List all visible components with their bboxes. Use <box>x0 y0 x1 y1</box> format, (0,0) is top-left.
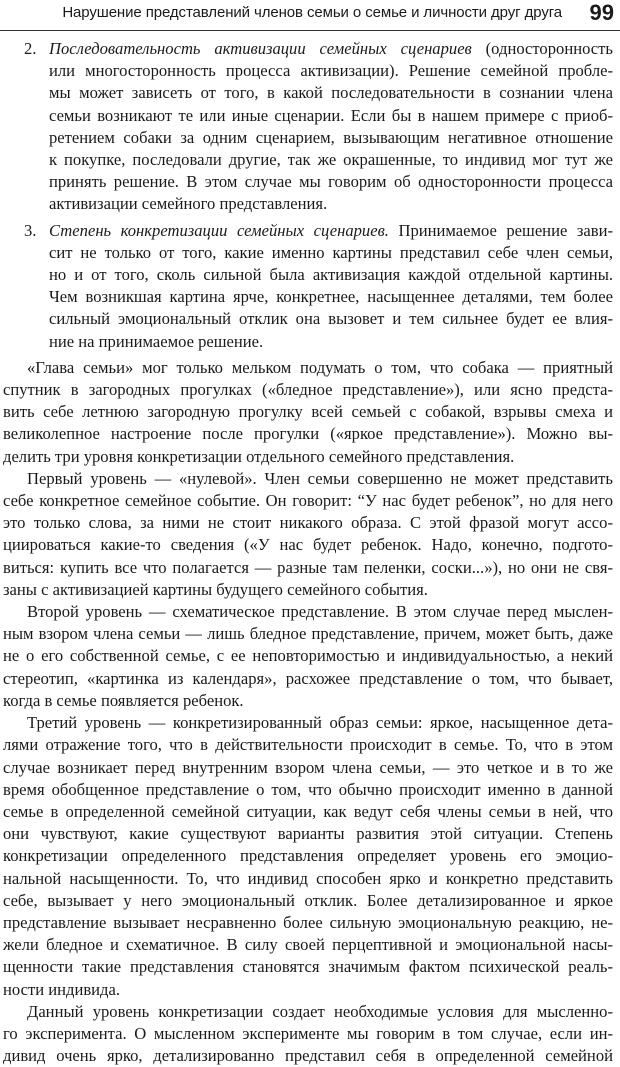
text-line: Второй уровень — схематическое представление. В этом случае перед мыслен- <box>27 602 613 622</box>
text-line: Степень конкретизации семейных сценариев. Принимаемое решение зави- <box>49 220 613 240</box>
text-line: ние на принимаемое решение. <box>49 331 264 351</box>
text-line: мы может зависеть от того, в какой последовательности в сознании члена <box>49 83 613 103</box>
text-line: когда в семье появляется ребенок. <box>3 690 244 710</box>
text-line: ретением собаки за одним сценарием, вызывающим негативное отношение <box>49 127 613 147</box>
text-line: они чувствуют, какие существуют варианты развития этой ситуации. Степень <box>3 824 613 844</box>
text-line: великолепное настроение после прогулки («яркое представление»). Можно вы- <box>3 424 613 444</box>
list-item-heading: Последовательность активизации семейных сценариев <box>49 39 472 58</box>
text-line: виться: купить все что полагается — разные там пеленки, соски...»), но они не свя- <box>3 557 613 577</box>
paragraph <box>3 468 613 601</box>
numbered-list <box>3 38 613 357</box>
text-line: представление вызывает несравненно более сильную эмоциональную реакцию, не- <box>3 912 613 932</box>
text-line: Чем возникшая картина ярче, конкретнее, насыщеннее деталями, тем более <box>49 287 613 307</box>
text-line: спутник в загородных прогулках («бледное представление»), или ясно предста- <box>3 380 613 400</box>
text-line: ности индивида. <box>3 979 120 999</box>
text-line: не о его собственной семье, с ее неповторимостью и индивидуальностью, а некий <box>3 646 613 666</box>
paragraph <box>3 712 613 1001</box>
text-line: себе, вызывает у него эмоциональный отклик. Более детализированное и яркое <box>3 890 613 910</box>
text-line: семьи возникают те или иные сценарии. Если бы в нашем примере с приоб- <box>49 105 613 125</box>
list-item-heading: Степень конкретизации семейных сценариев. <box>49 220 389 240</box>
paragraph <box>3 1001 613 1067</box>
text-line: активизации семейного представления. <box>49 194 328 214</box>
paragraph <box>3 357 613 468</box>
text-line: заны с активизацией картины будущего семейного события. <box>3 579 428 599</box>
running-header <box>0 0 620 31</box>
text-line: время обобщенное представление о том, что обычно происходит именно в данной <box>3 779 613 799</box>
text-line: семье в определенной семейной ситуации, как ведут себя члены семьи в ней, что <box>3 801 613 821</box>
text-line: принять решение. В этом случае мы говорим об односторонности процесса <box>49 172 613 192</box>
text-line: это только слова, за ними не стоит никакого образа. С этой фразой могут ассо- <box>3 513 613 533</box>
list-item-number: 2. <box>24 39 37 58</box>
running-head-title: Нарушение представлений членов семьи о семье и личности друг друга <box>62 4 562 21</box>
text-line: вить себе летнюю загородную прогулку всей семьей с собакой, взрывы смеха и <box>3 402 613 422</box>
text-line: го эксперимента. О мысленном эксперименте мы говорим в том случае, если ин- <box>3 1023 613 1043</box>
text-line: циироваться какие-то сведения («У нас будет ребенок. Надо, конечно, подгото- <box>3 535 613 555</box>
text-line: стереотип, «картинка из календаря», расхожее представление о том, что бывает, <box>3 668 613 688</box>
text-line: или многосторонность процесса активизации). Решение семейной пробле- <box>49 61 613 81</box>
text-line: конкретизации определенного представления определяет уровень его эмоцио- <box>3 846 613 866</box>
text-line: сит не только от того, какие именно картины представил себе член семьи, <box>49 242 613 262</box>
text-line: Данный уровень конкретизации создает необходимые условия для мысленно- <box>27 1001 613 1021</box>
list-item <box>3 38 613 216</box>
text-line: но и от того, сколь сильной была активизация каждой отдельной картины. <box>49 265 613 285</box>
text-line: дивид очень ярко, детализированно представил себя в определенной семейной <box>3 1046 613 1066</box>
page-number: 99 <box>589 0 614 25</box>
text-line: нальной насыщенности. То, что индивид способен ярко и конкретно представить <box>3 868 613 888</box>
paragraphs <box>3 357 613 1067</box>
text-line: себе конкретное семейное событие. Он говорит: “У нас будет ребенок”, но для него <box>3 491 613 511</box>
text-line: лями отражение того, что в действительности происходит в семье. То, что в этом <box>3 735 613 755</box>
text-line: ным взором члена семьи — лишь бледное представление, причем, может быть, даже <box>3 624 613 644</box>
text-line: Третий уровень — конкретизированный образ семьи: яркое, насыщенное дета- <box>27 713 613 733</box>
text-line: щенности такие представления становятся значимым фактом психической реаль- <box>3 957 613 977</box>
text-line: к покупке, последовали другие, так же окрашенные, то индивид мог тут же <box>49 150 613 170</box>
paragraph <box>3 601 613 712</box>
text-line: Первый уровень — «нулевой». Член семьи совершенно не может представить <box>27 468 613 488</box>
text-line: Последовательность активизации семейных сценариев (односторонность <box>49 39 613 58</box>
text-line: случае возникает перед внутренним взором члена семьи, — это четкое и в то же <box>3 757 613 777</box>
text-line: делить три уровня конкретизации отдельного семейного представления. <box>3 446 515 466</box>
text-line: сильный эмоциональный отклик она вызовет и тем сильнее будет ее влия- <box>49 309 613 329</box>
page-body <box>3 38 613 1067</box>
text-line: жели бледное и схематичное. В силу своей перцептивной и эмоциональной насы- <box>3 935 613 955</box>
text-line: «Глава семьи» мог только мельком подумать о том, что собака — приятный <box>27 357 613 377</box>
list-item-number: 3. <box>24 220 37 240</box>
list-item <box>3 220 613 353</box>
